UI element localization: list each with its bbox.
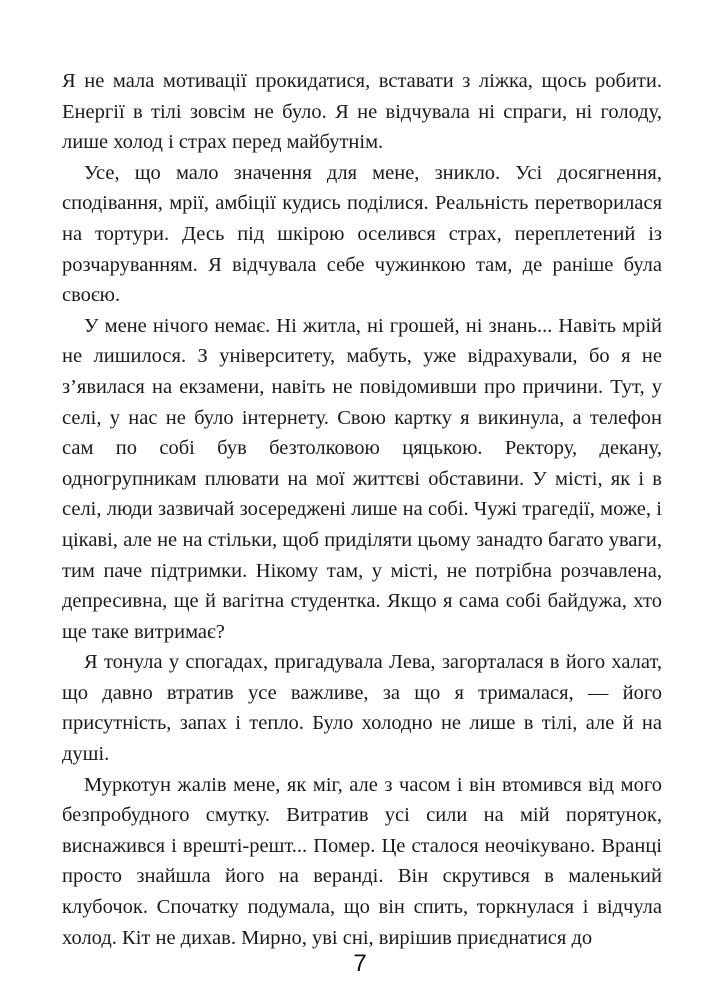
paragraph-3: У мене нічого немає. Ні житла, ні грошей, ні знань... Навіть мрій не лишилося. З університету, мабуть, уже відрахували, бо я не з’явилася на екзамени, навіть не повідомивши про причини. Тут, у селі, у нас не було інтернету. Свою картку я викинула, а телефон сам по собі був безтолковою цяцькою. Ректору, декану, одногрупникам плювати на мої життєві обставини. У місті, як і в селі, люди зазвичай зосереджені лише на собі. Чужі трагедії, може, і цікаві, але не на стільки, щоб приділяти цьому занадто багато уваги, тим паче підтримки. Нікому там, у місті, не потрібна розчавлена, депресивна, ще й вагітна студентка. Якщо я сама собі байдужа, хто ще таке витримає?: [62, 314, 662, 643]
page-number: 7: [353, 950, 367, 977]
paragraph-5: Муркотун жалів мене, як міг, але з часом і він втомився від мого безпробудного смутку. Витратив усі сили на мій порятунок, виснажився і врешті-решт... Помер. Це сталося неочікувано. Вранці просто знайшла його на веранді. Він скрутився в маленький клубочок. Спочатку подумала, що він спить, торкнулася і відчула холод. Кіт не дихав. Мирно, уві сні, вирішив приєднатися до: [62, 773, 662, 949]
paragraph-2: Усе, що мало значення для мене, зникло. Усі досягнення, сподівання, мрії, амбіції кудись поділися. Реальність перетворилася на тортури. Десь під шкірою оселився страх, переплетений із розчаруванням. Я відчувала себе чужинкою там, де раніше була своєю.: [62, 161, 662, 307]
body-text: [62, 66, 662, 953]
paragraph-1: Я не мала мотивації прокидатися, вставати з ліжка, щось робити. Енергії в тілі зовсім не було. Я не відчувала ні спраги, ні голоду, лише холод і страх перед майбутнім.: [62, 70, 662, 154]
paragraph-4: Я тонула у спогадах, пригадувала Лева, загорталася в його халат, що давно втратив усе важливе, за що я трималася, — його присутність, запах і тепло. Було холодно не лише в тілі, але й на душі.: [62, 651, 662, 766]
